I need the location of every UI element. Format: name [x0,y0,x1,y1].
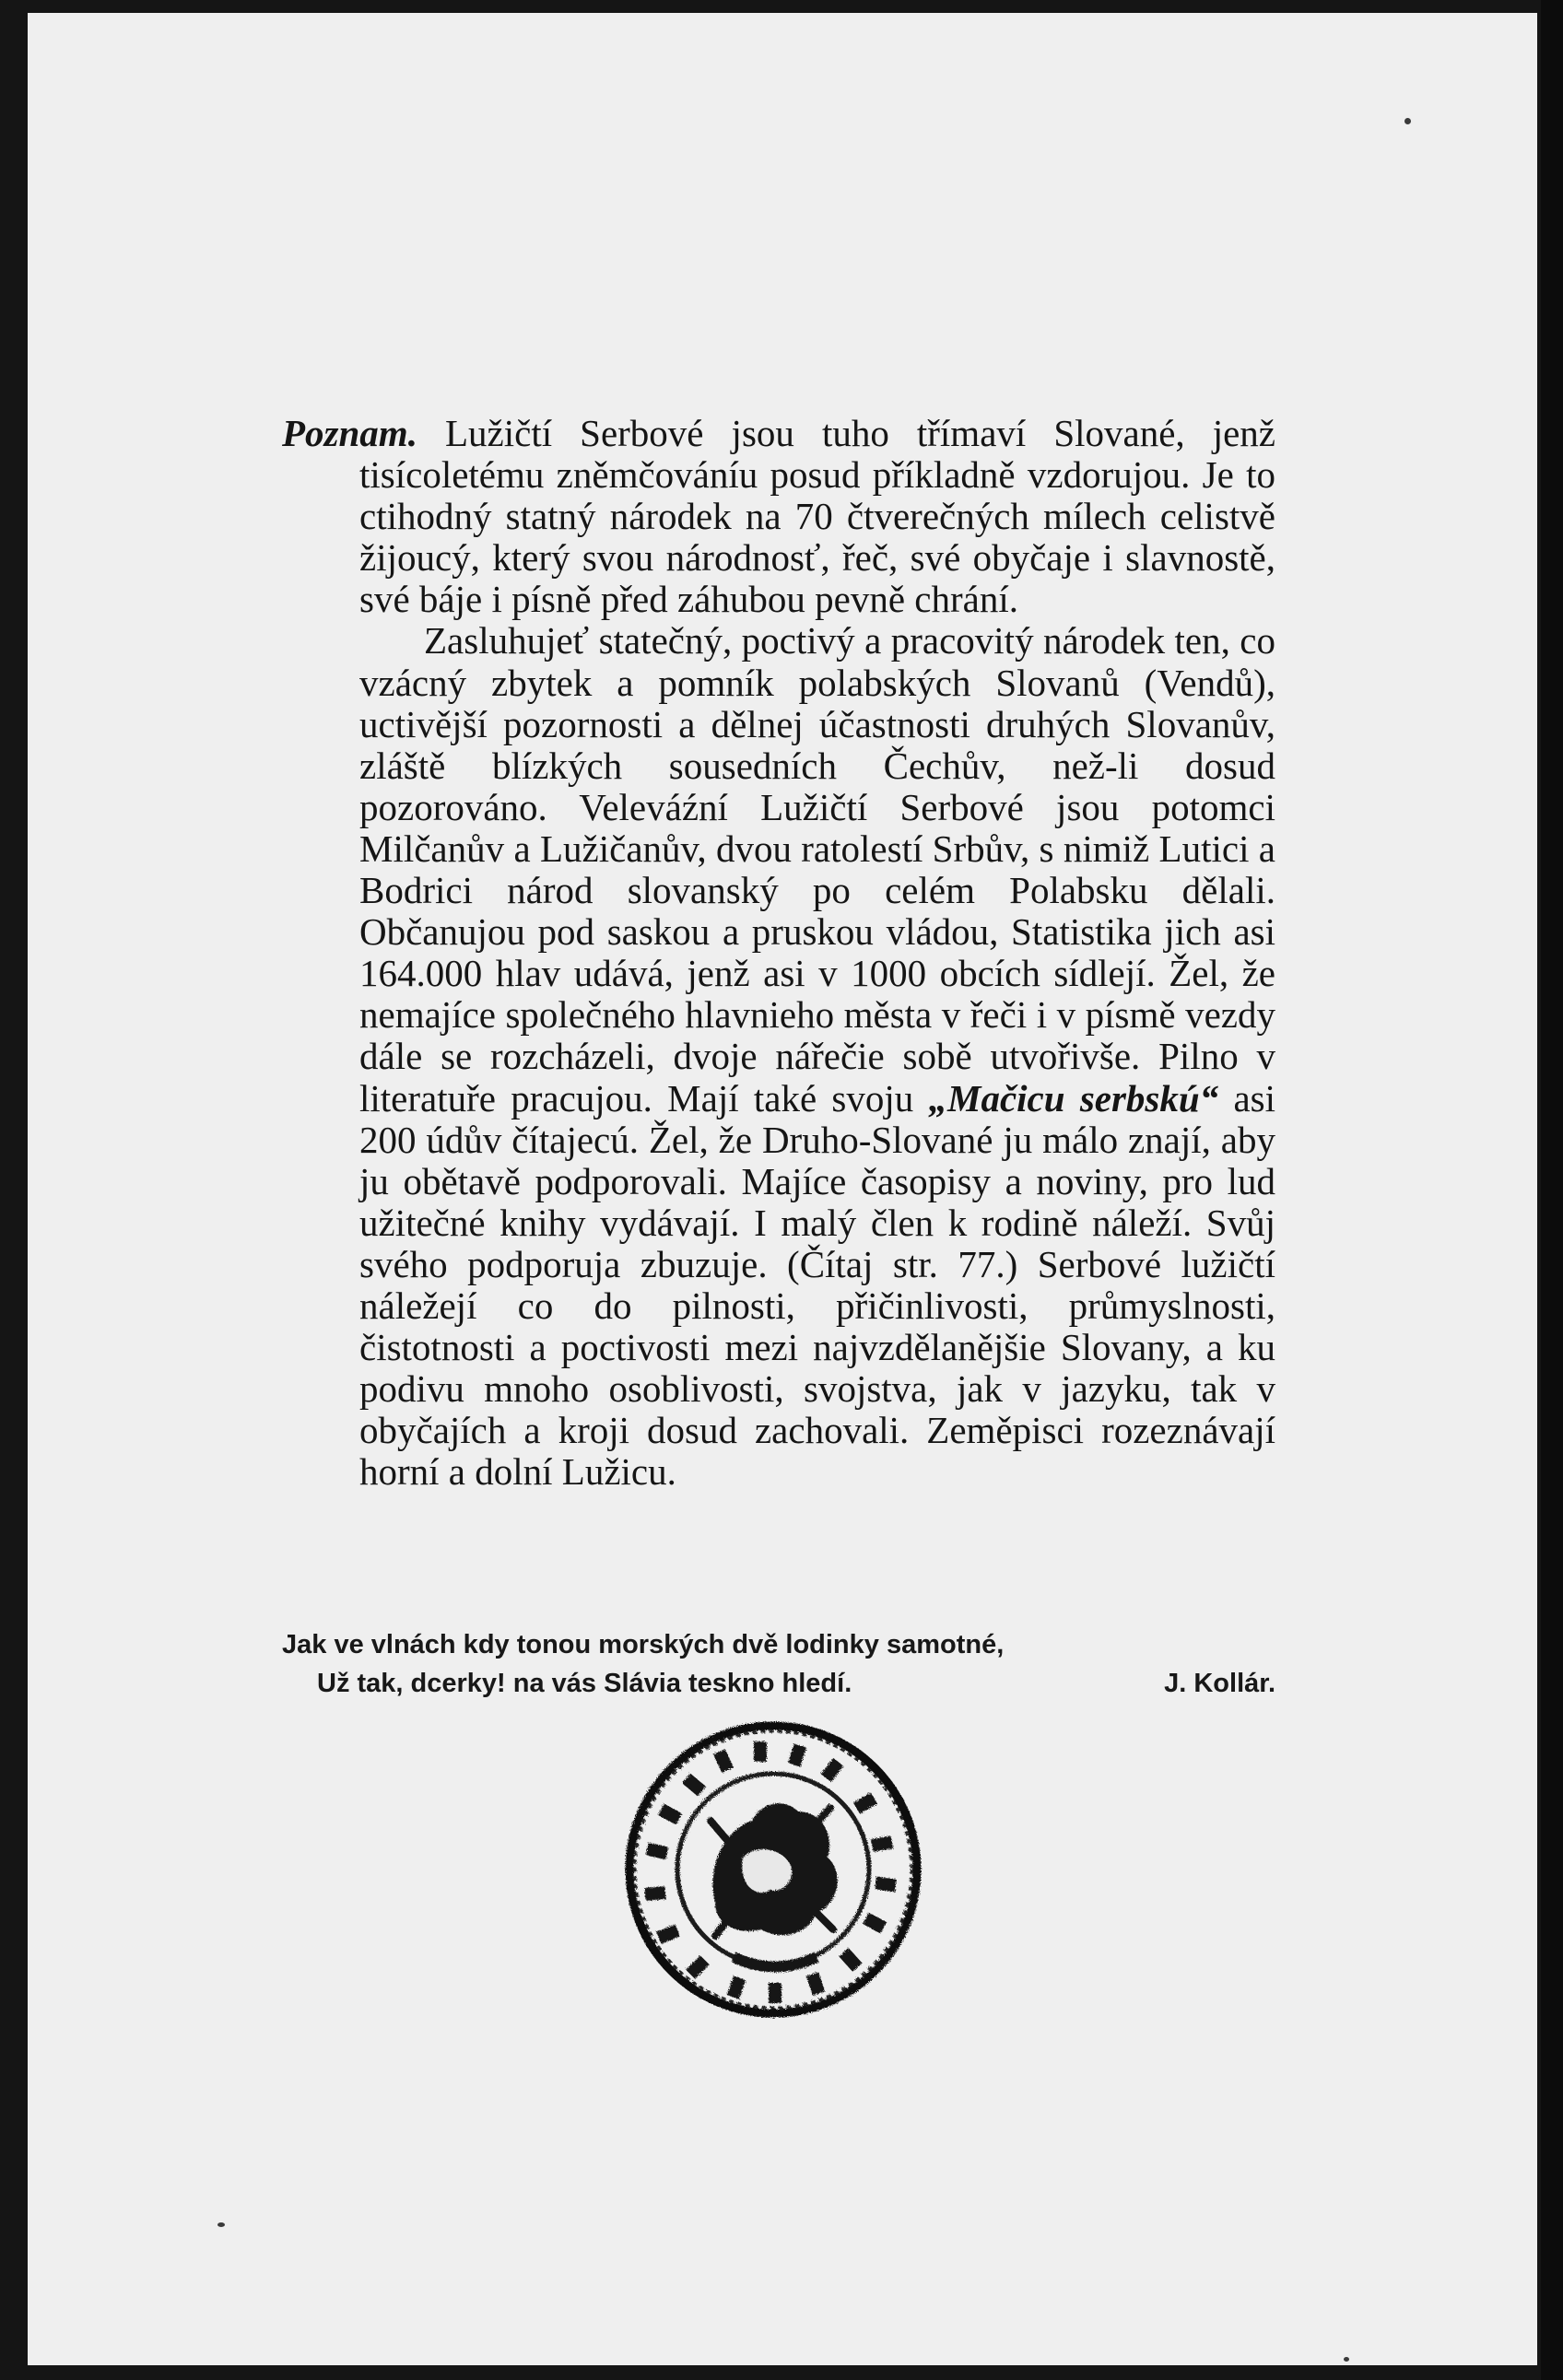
verse-line-2-row [282,1664,1275,1703]
verse-line-1: Jak ve vlnách kdy tonou morských dvě lodinky samotné, [282,1630,1005,1659]
paragraph-1-text: Lužičtí Serbové jsou tuho třímaví Slované, jenž tisícoletému zněmčováníu posud příkladně vzdorujou. Je to ctihodný statný národek na 70 čtverečných mílech celistvě žijoucý, který svou národnosť, řeč, své obyčaje i slavnostě, své báje i písně před záhubou pevně chrání. [359,412,1275,621]
footnote-text [282,413,1275,1493]
note-label: Poznam. [282,412,417,454]
library-stamp-seal [623,1719,923,2020]
footnote-paragraph-1 [282,413,1275,620]
footnote-paragraph-2 [282,620,1275,1493]
verse-quote [282,1625,1275,1703]
scan-speck [1344,2357,1349,2362]
paragraph-2-text-b: asi 200 údův čítajecú. Žel, že Druho-Slované ju málo znají, aby ju obětavě podporovali. Majíce časopisy a noviny, pro lud užitečné knihy vydávají. I malý člen k rodině náleží. Svůj svého podporuja zbuzuje. (Čítaj str. 77.) Serbové lužičtí náležejí co do pilnosti, přičinlivosti, průmyslnosti, čistotnosti a poctivosti mezi najvzdělanějšie Slovany, a ku podivu mnoho osoblivosti, svojstva, jak v jazyku, tak v obyčajích a kroji dosud zachovali. Zeměpisci rozeznávají horní a dolní Lužicu. [359,1076,1275,1494]
scan-speck [217,2222,225,2227]
verse-line-2: Už tak, dcerky! na vás Slávia teskno hledí. [317,1669,852,1698]
scan-border [1541,0,1563,2380]
society-name: „Mačicu serbskú“ [928,1076,1219,1120]
scan-speck [1404,118,1411,124]
verse-author: J. Kollár. [1164,1669,1275,1698]
paragraph-2-text-a: Zasluhujeť statečný, poctivý a pracovitý národek ten, co vzácný zbytek a pomník polabských Slovanů (Vendů), uctivější pozornosti a dělnej účastnosti druhých Slovanův, zláště blízkých sousedních Čechův, než-li dosud pozorováno. Veleváźní Lužičtí Serbové jsou potomci Milčanův a Lužičanův, dvou ratolestí Srbův, s nimiž Lutici a Bodrici národ slovanský po celém Polabsku dělali. Občanujou pod saskou a pruskou vládou, Statistika jich asi 164.000 hlav udává, jenž asi v 1000 obcích sídlejí. Žel, že nemajíce společného hlavnieho města v řeči i v písmě vezdy dále se rozcházeli, dvoje nářečie sobě utvořivše. Pilno v literatuře pracujou. Mají také svoju [359,619,1275,1120]
